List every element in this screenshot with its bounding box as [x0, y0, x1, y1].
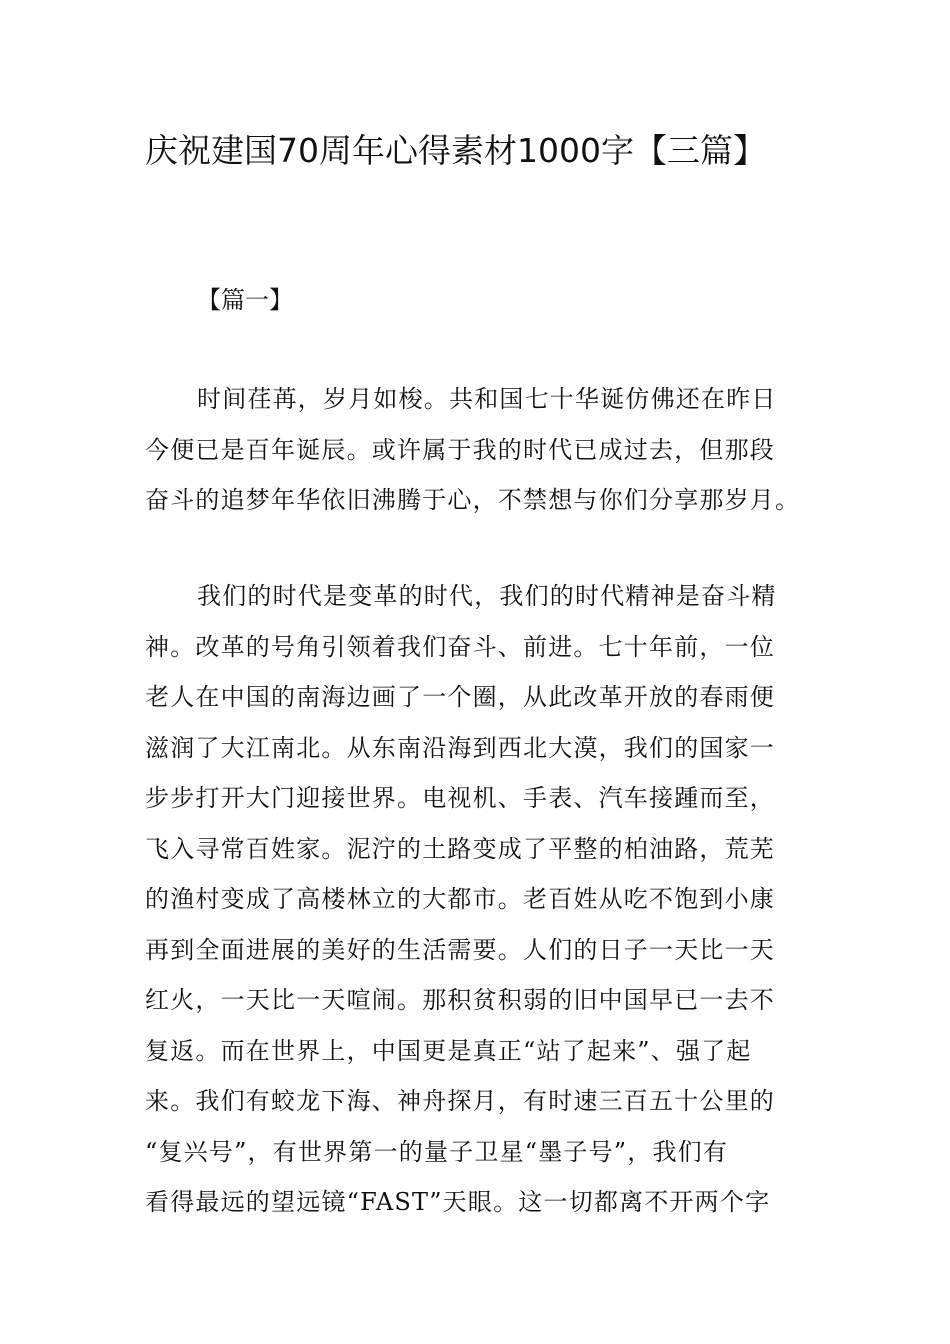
paragraph-line: 奋斗的追梦年华依旧沸腾于心，不禁想与你们分享那岁月。: [145, 486, 801, 514]
paragraph-line: 的渔村变成了高楼林立的大都市。老百姓从吃不饱到小康: [145, 885, 775, 913]
paragraph-line: 来。我们有蛟龙下海、神舟探月，有时速三百五十公里的: [145, 1087, 775, 1115]
paragraph-line: 神。改革的号角引领着我们奋斗、前进。七十年前，一位: [145, 632, 775, 661]
paragraph-line: 看得最远的望远镜“FAST”天眼。这一切都离不开两个字: [145, 1188, 771, 1216]
paragraph-line: 红火，一天比一天喧闹。那积贫积弱的旧中国早已一去不: [145, 986, 775, 1014]
paragraph-line: 老人在中国的南海边画了一个圈，从此改革开放的春雨便: [145, 683, 775, 711]
paragraph-line: 再到全面进展的美好的生活需要。人们的日子一天比一天: [145, 935, 775, 964]
section-label: 【篇一】: [197, 286, 293, 314]
paragraph-line: 步步打开大门迎接世界。电视机、手表、汽车接踵而至，: [145, 784, 775, 812]
paragraph-line: 复返。而在世界上，中国更是真正“站了起来”、强了起: [145, 1036, 752, 1065]
paragraph-2: [145, 571, 825, 1228]
paragraph-line: 我们的时代是变革的时代，我们的时代精神是奋斗精: [197, 582, 777, 610]
document-title: 庆祝建国70周年心得素材1000字【三篇】: [145, 131, 766, 170]
paragraph-line: 时间荏苒，岁月如梭。共和国七十华诞仿佛还在昨日: [197, 385, 777, 413]
paragraph-line: 今便已是百年诞辰。或许属于我的时代已成过去，但那段: [145, 435, 775, 464]
paragraph-1: [145, 374, 825, 526]
paragraph-line: 飞入寻常百姓家。泥泞的土路变成了平整的柏油路，荒芜: [145, 834, 775, 863]
paragraph-line: 滋润了大江南北。从东南沿海到西北大漠，我们的国家一: [145, 733, 775, 762]
paragraph-line: “复兴号”，有世界第一的量子卫星“墨子号”，我们有: [145, 1137, 729, 1166]
